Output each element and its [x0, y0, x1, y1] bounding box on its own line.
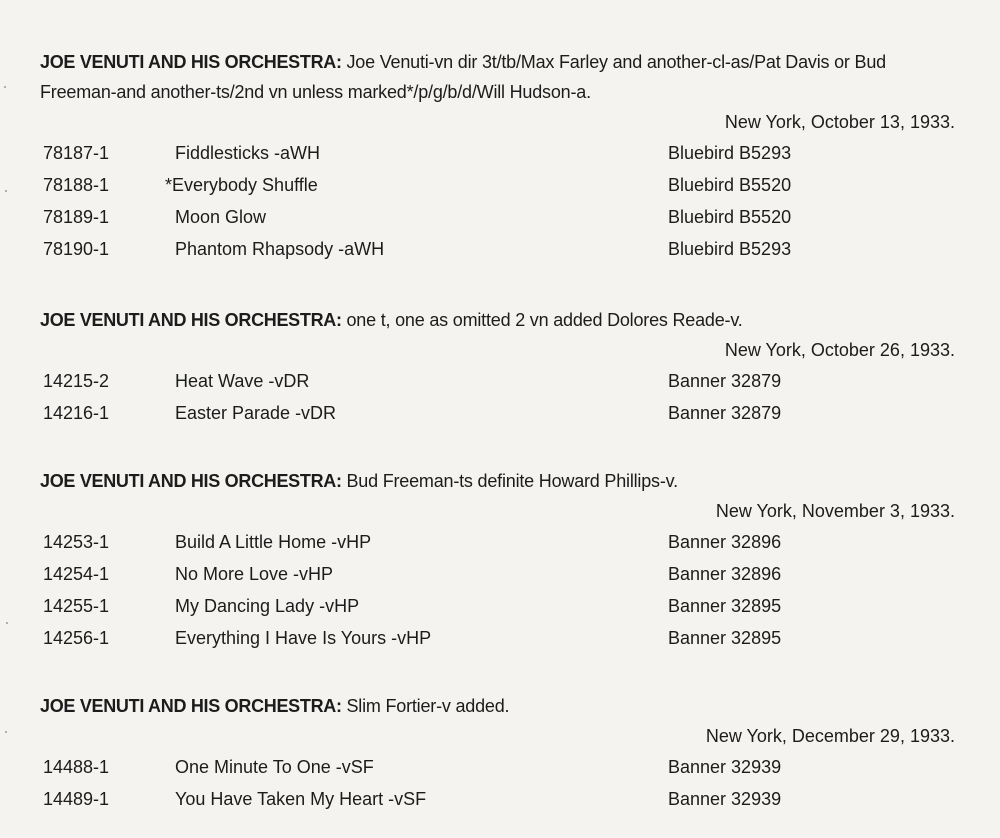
track-title: Phantom Rhapsody -aWH	[175, 239, 385, 259]
personnel-text: Slim Fortier-v added.	[346, 696, 510, 716]
track-row	[40, 590, 955, 622]
scan-speck	[5, 731, 7, 733]
track-row	[40, 622, 955, 654]
track-title: Moon Glow	[175, 207, 267, 227]
band-name: JOE VENUTI AND HIS ORCHESTRA:	[40, 471, 342, 491]
discography-page	[40, 0, 955, 838]
place-date: New York, December 29, 1933.	[705, 726, 955, 746]
track-title: No More Love -vHP	[175, 564, 334, 584]
session-header	[40, 47, 955, 107]
scan-speck	[6, 622, 8, 624]
session-header	[40, 691, 955, 721]
track-title: Heat Wave -vDR	[175, 371, 310, 391]
record-label: Bluebird B5293	[668, 239, 792, 259]
record-label: Banner 32896	[668, 564, 782, 584]
session-block	[40, 691, 955, 815]
matrix-number: 78187-1	[43, 143, 110, 163]
matrix-number: 14215-2	[43, 371, 110, 391]
track-row	[40, 526, 955, 558]
record-label: Banner 32896	[668, 532, 782, 552]
record-label: Banner 32939	[668, 757, 782, 777]
personnel-text: Joe Venuti-vn dir 3t/tb/Max Farley and another-cl-as/Pat Davis or Bud Freeman-and another-ts/2nd vn unless marked*/p/g/b/d/Will Hudson-a.	[40, 52, 886, 102]
matrix-number: 14489-1	[43, 789, 110, 809]
record-label: Banner 32879	[668, 403, 782, 423]
track-row	[40, 783, 955, 815]
record-label: Bluebird B5520	[668, 175, 792, 195]
track-title: One Minute To One -vSF	[175, 757, 374, 777]
track-row	[40, 365, 955, 397]
matrix-number: 14254-1	[43, 564, 110, 584]
track-title: My Dancing Lady -vHP	[175, 596, 360, 616]
matrix-number: 14256-1	[43, 628, 110, 648]
session-block	[40, 466, 955, 654]
track-title: Fiddlesticks -aWH	[175, 143, 321, 163]
place-date: New York, November 3, 1933.	[715, 501, 955, 521]
track-row	[40, 233, 955, 265]
record-label: Banner 32895	[668, 628, 782, 648]
matrix-number: 14253-1	[43, 532, 110, 552]
matrix-number: 78188-1	[43, 175, 110, 195]
session-header	[40, 305, 955, 335]
record-label: Banner 32879	[668, 371, 782, 391]
track-title: Easter Parade -vDR	[175, 403, 337, 423]
matrix-number: 14255-1	[43, 596, 110, 616]
session-header	[40, 466, 955, 496]
session-block	[40, 47, 955, 265]
scan-speck	[4, 86, 6, 88]
record-label: Bluebird B5293	[668, 143, 792, 163]
place-date: New York, October 26, 1933.	[724, 340, 955, 360]
record-label: Banner 32939	[668, 789, 782, 809]
track-title: Everything I Have Is Yours -vHP	[175, 628, 432, 648]
matrix-number: 78190-1	[43, 239, 110, 259]
track-row	[40, 137, 955, 169]
band-name: JOE VENUTI AND HIS ORCHESTRA:	[40, 52, 342, 72]
track-title: *Everybody Shuffle	[165, 175, 318, 195]
personnel-text: one t, one as omitted 2 vn added Dolores Reade-v.	[346, 310, 743, 330]
place-date: New York, October 13, 1933.	[724, 112, 955, 132]
band-name: JOE VENUTI AND HIS ORCHESTRA:	[40, 310, 342, 330]
scan-speck	[5, 190, 7, 192]
band-name: JOE VENUTI AND HIS ORCHESTRA:	[40, 696, 342, 716]
track-title: You Have Taken My Heart -vSF	[175, 789, 427, 809]
session-block	[40, 305, 955, 429]
personnel-text: Bud Freeman-ts definite Howard Phillips-v.	[346, 471, 678, 491]
track-title: Build A Little Home -vHP	[175, 532, 372, 552]
matrix-number: 14216-1	[43, 403, 110, 423]
record-label: Bluebird B5520	[668, 207, 792, 227]
matrix-number: 78189-1	[43, 207, 110, 227]
track-row	[40, 751, 955, 783]
track-row	[40, 558, 955, 590]
record-label: Banner 32895	[668, 596, 782, 616]
track-row	[40, 169, 955, 201]
track-row	[40, 397, 955, 429]
matrix-number: 14488-1	[43, 757, 110, 777]
track-row	[40, 201, 955, 233]
